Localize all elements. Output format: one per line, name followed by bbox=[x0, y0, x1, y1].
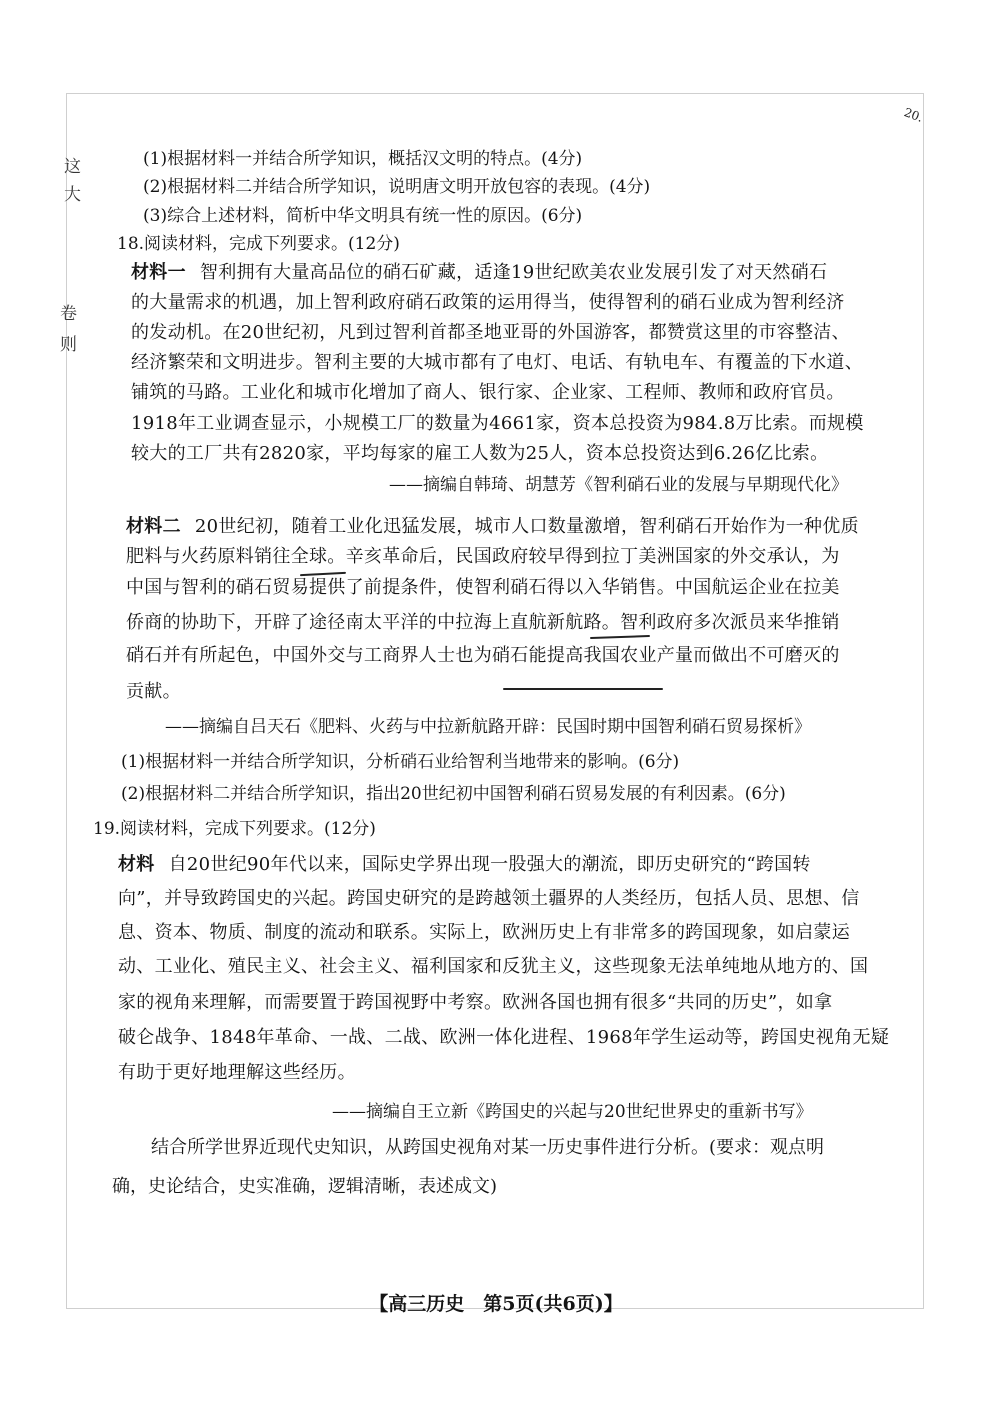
pen-underline bbox=[503, 688, 663, 690]
corner-mark: 20. bbox=[902, 105, 925, 125]
margin-char: 大 bbox=[64, 185, 81, 205]
q18-material1-line: 的大量需求的机遇，加上智利政府硝石政策的运用得当，使得智利的硝石业成为智利经济 bbox=[131, 292, 845, 313]
q18-material1-line: 铺筑的马路。工业化和城市化增加了商人、银行家、企业家、工程师、教师和政府官员。 bbox=[131, 382, 845, 403]
q18-material2-line: 中国与智利的硝石贸易提供了前提条件，使智利硝石得以入华销售。中国航运企业在拉美 bbox=[126, 577, 840, 598]
q18-material2-source: ——摘编自吕天石《肥料、火药与中拉新航路开辟：民国时期中国智利硝石贸易探析》 bbox=[165, 717, 811, 737]
margin-char: 卷 bbox=[60, 304, 77, 324]
q19-material-line: 向”，并导致跨国史的兴起。跨国史研究的是跨越领土疆界的人类经历，包括人员、思想、信 bbox=[118, 888, 860, 909]
q19-material-label: 材料 bbox=[118, 854, 155, 875]
q18-material2-line: 侨商的协助下，开辟了途径南太平洋的中拉海上直航新航路。智利政府多次派员来华推销 bbox=[126, 612, 840, 633]
q18-material1-source: ——摘编自韩琦、胡慧芳《智利硝石业的发展与早期现代化》 bbox=[389, 475, 848, 495]
q17-sub3: (3)综合上述材料，简析中华文明具有统一性的原因。(6分) bbox=[143, 206, 583, 226]
material-text: 20世纪初，随着工业化迅猛发展，城市人口数量激增，智利硝石开始作为一种优质 bbox=[194, 516, 859, 537]
q18-heading: 18.阅读材料，完成下列要求。(12分) bbox=[117, 234, 400, 254]
page-footer: 【高三历史 第5页(共6页)】 bbox=[369, 1293, 623, 1315]
q18-material2-line: 硝石并有所起色，中国外交与工商界人士也为硝石能提高我国农业产量而做出不可磨灭的 bbox=[126, 645, 840, 666]
q18-material1-line: 的发动机。在20世纪初，凡到过智利首都圣地亚哥的外国游客，都赞赏这里的市容整洁、 bbox=[131, 322, 850, 343]
q18-material1-line: 1918年工业调查显示，小规模工厂的数量为4661家，资本总投资为984.8万比索。而规模 bbox=[131, 413, 864, 434]
q19-material-line: 息、资本、物质、制度的流动和联系。实际上，欧洲历史上有非常多的跨国现象，如启蒙运 bbox=[118, 922, 850, 943]
q19-material-line: 有助于更好地理解这些经历。 bbox=[118, 1062, 356, 1083]
q18-material1-line: 较大的工厂共有2820家，平均每家的雇工人数为25人，资本总投资达到6.26亿比索。 bbox=[131, 443, 829, 464]
q18-material1-line: 经济繁荣和文明进步。智利主要的大城市都有了电灯、电话、有轨电车、有覆盖的下水道、 bbox=[131, 352, 863, 373]
q19-task-line: 结合所学世界近现代史知识，从跨国史视角对某一历史事件进行分析。(要求：观点明 bbox=[151, 1137, 825, 1158]
q19-material-source: ——摘编自王立新《跨国史的兴起与20世纪世界史的重新书写》 bbox=[332, 1102, 813, 1122]
q18-material1-line bbox=[131, 262, 827, 284]
q18-material2-line bbox=[126, 516, 859, 538]
q19-material-line bbox=[118, 854, 811, 876]
q19-material-line: 破仑战争、1848年革命、一战、二战、欧洲一体化进程、1968年学生运动等，跨国史视角无疑 bbox=[118, 1027, 890, 1048]
q18-material2-line: 肥料与火药原料销往全球。辛亥革命后，民国政府较早得到拉丁美洲国家的外交承认，为 bbox=[126, 546, 840, 567]
material-text: 智利拥有大量高品位的硝石矿藏，适逢19世纪欧美农业发展引发了对天然硝石 bbox=[199, 262, 828, 283]
q17-sub1: (1)根据材料一并结合所学知识，概括汉文明的特点。(4分) bbox=[143, 149, 583, 169]
q19-material-line: 动、工业化、殖民主义、社会主义、福利国家和反犹主义，这些现象无法单纯地从地方的、国 bbox=[118, 956, 869, 977]
q19-material-line: 家的视角来理解，而需要置于跨国视野中考察。欧洲各国也拥有很多“共同的历史”，如拿 bbox=[118, 992, 833, 1013]
q19-task-line: 确，史论结合，史实准确，逻辑清晰，表述成文) bbox=[112, 1176, 498, 1197]
q18-material2-line: 贡献。 bbox=[126, 681, 181, 702]
q17-sub2: (2)根据材料二并结合所学知识，说明唐文明开放包容的表现。(4分) bbox=[143, 177, 651, 197]
margin-char: 这 bbox=[64, 157, 81, 177]
q18-sub2: (2)根据材料二并结合所学知识，指出20世纪初中国智利硝石贸易发展的有利因素。(6分) bbox=[121, 784, 786, 804]
q18-material2-label: 材料二 bbox=[126, 516, 181, 537]
q18-sub1: (1)根据材料一并结合所学知识，分析硝石业给智利当地带来的影响。(6分) bbox=[121, 752, 680, 772]
q19-heading: 19.阅读材料，完成下列要求。(12分) bbox=[93, 819, 376, 839]
q18-material1-label: 材料一 bbox=[131, 262, 186, 283]
material-text: 自20世纪90年代以来，国际史学界出现一股强大的潮流，即历史研究的“跨国转 bbox=[168, 854, 811, 875]
margin-char: 则 bbox=[60, 335, 77, 355]
